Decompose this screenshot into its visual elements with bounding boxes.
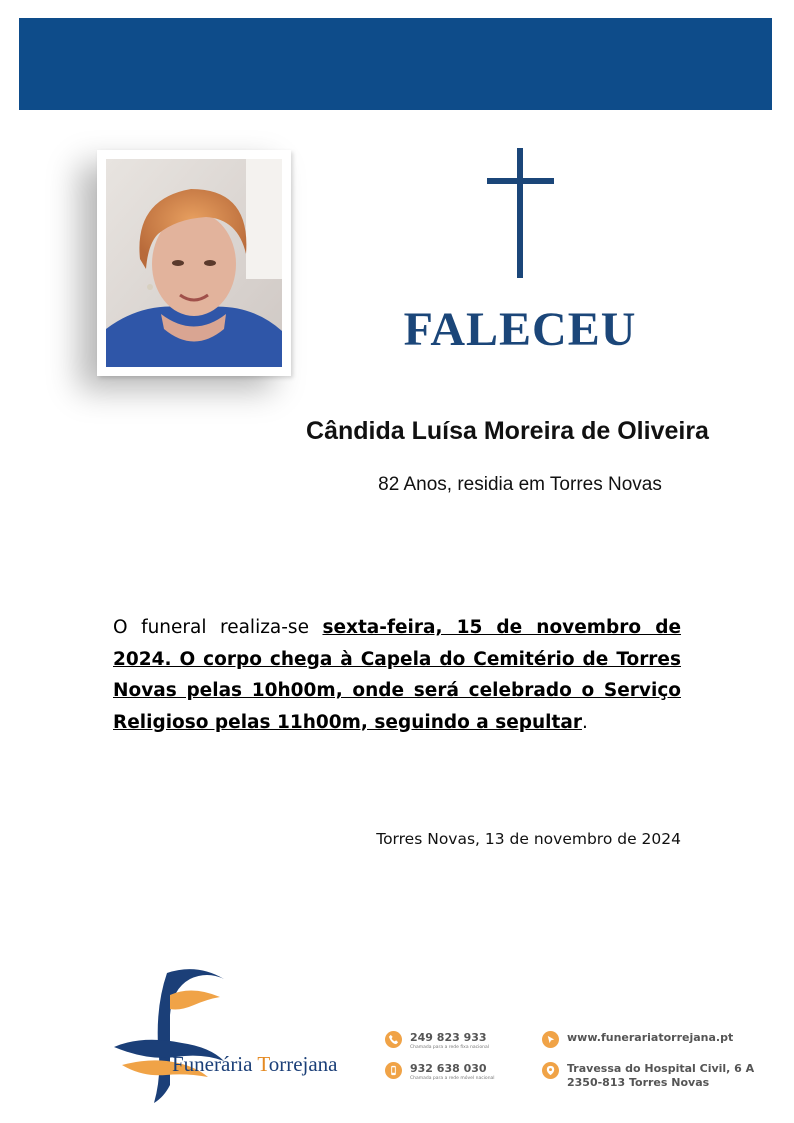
funeral-details bbox=[113, 612, 681, 738]
phone2-note: Chamada para a rede móvel nacional bbox=[410, 1076, 495, 1081]
header-banner bbox=[19, 18, 772, 110]
contact-phone-landline bbox=[385, 1031, 489, 1051]
funeral-end: . bbox=[581, 711, 588, 733]
contact-address bbox=[542, 1062, 754, 1090]
contact-phone-mobile bbox=[385, 1062, 495, 1082]
brand-t: T bbox=[257, 1052, 269, 1076]
address-line-2: 2350-813 Torres Novas bbox=[567, 1076, 710, 1089]
deceased-name: Cândida Luísa Moreira de Oliveira bbox=[306, 417, 709, 445]
brand-part1: Funerária bbox=[172, 1052, 258, 1076]
phone2-number: 932 638 030 bbox=[410, 1062, 487, 1075]
brand-part2: orrejana bbox=[268, 1052, 338, 1076]
portrait-photo bbox=[97, 150, 291, 376]
cross-icon bbox=[487, 148, 554, 278]
notice-heading: FALECEU bbox=[403, 303, 637, 356]
location-pin-icon bbox=[542, 1062, 559, 1079]
notice-date: Torres Novas, 13 de novembro de 2024 bbox=[376, 830, 681, 848]
portrait-image bbox=[106, 159, 282, 367]
address-line-1: Travessa do Hospital Civil, 6 A bbox=[567, 1062, 755, 1075]
phone-icon bbox=[385, 1031, 402, 1048]
funeral-schedule: sexta-feira, 15 de novembro de 2024. O corpo chega à Capela do Cemitério de Torres Novas pelas 10h00m, onde será celebrado o Serviço Religioso pelas 11h00m, seguindo a sepultar bbox=[113, 617, 681, 733]
website-url: www.funerariatorrejana.pt bbox=[567, 1031, 734, 1044]
cursor-icon bbox=[542, 1031, 559, 1048]
funeraria-logo-icon bbox=[112, 965, 232, 1107]
funeral-intro: O funeral realiza-se bbox=[113, 617, 323, 638]
contact-website bbox=[542, 1031, 733, 1048]
phone1-number: 249 823 933 bbox=[410, 1031, 487, 1044]
funeraria-brand-name bbox=[172, 1052, 338, 1077]
mobile-phone-icon bbox=[385, 1062, 402, 1079]
phone1-note: Chamada para a rede fixa nacional bbox=[410, 1045, 489, 1050]
age-residence: 82 Anos, residia em Torres Novas bbox=[378, 474, 662, 495]
